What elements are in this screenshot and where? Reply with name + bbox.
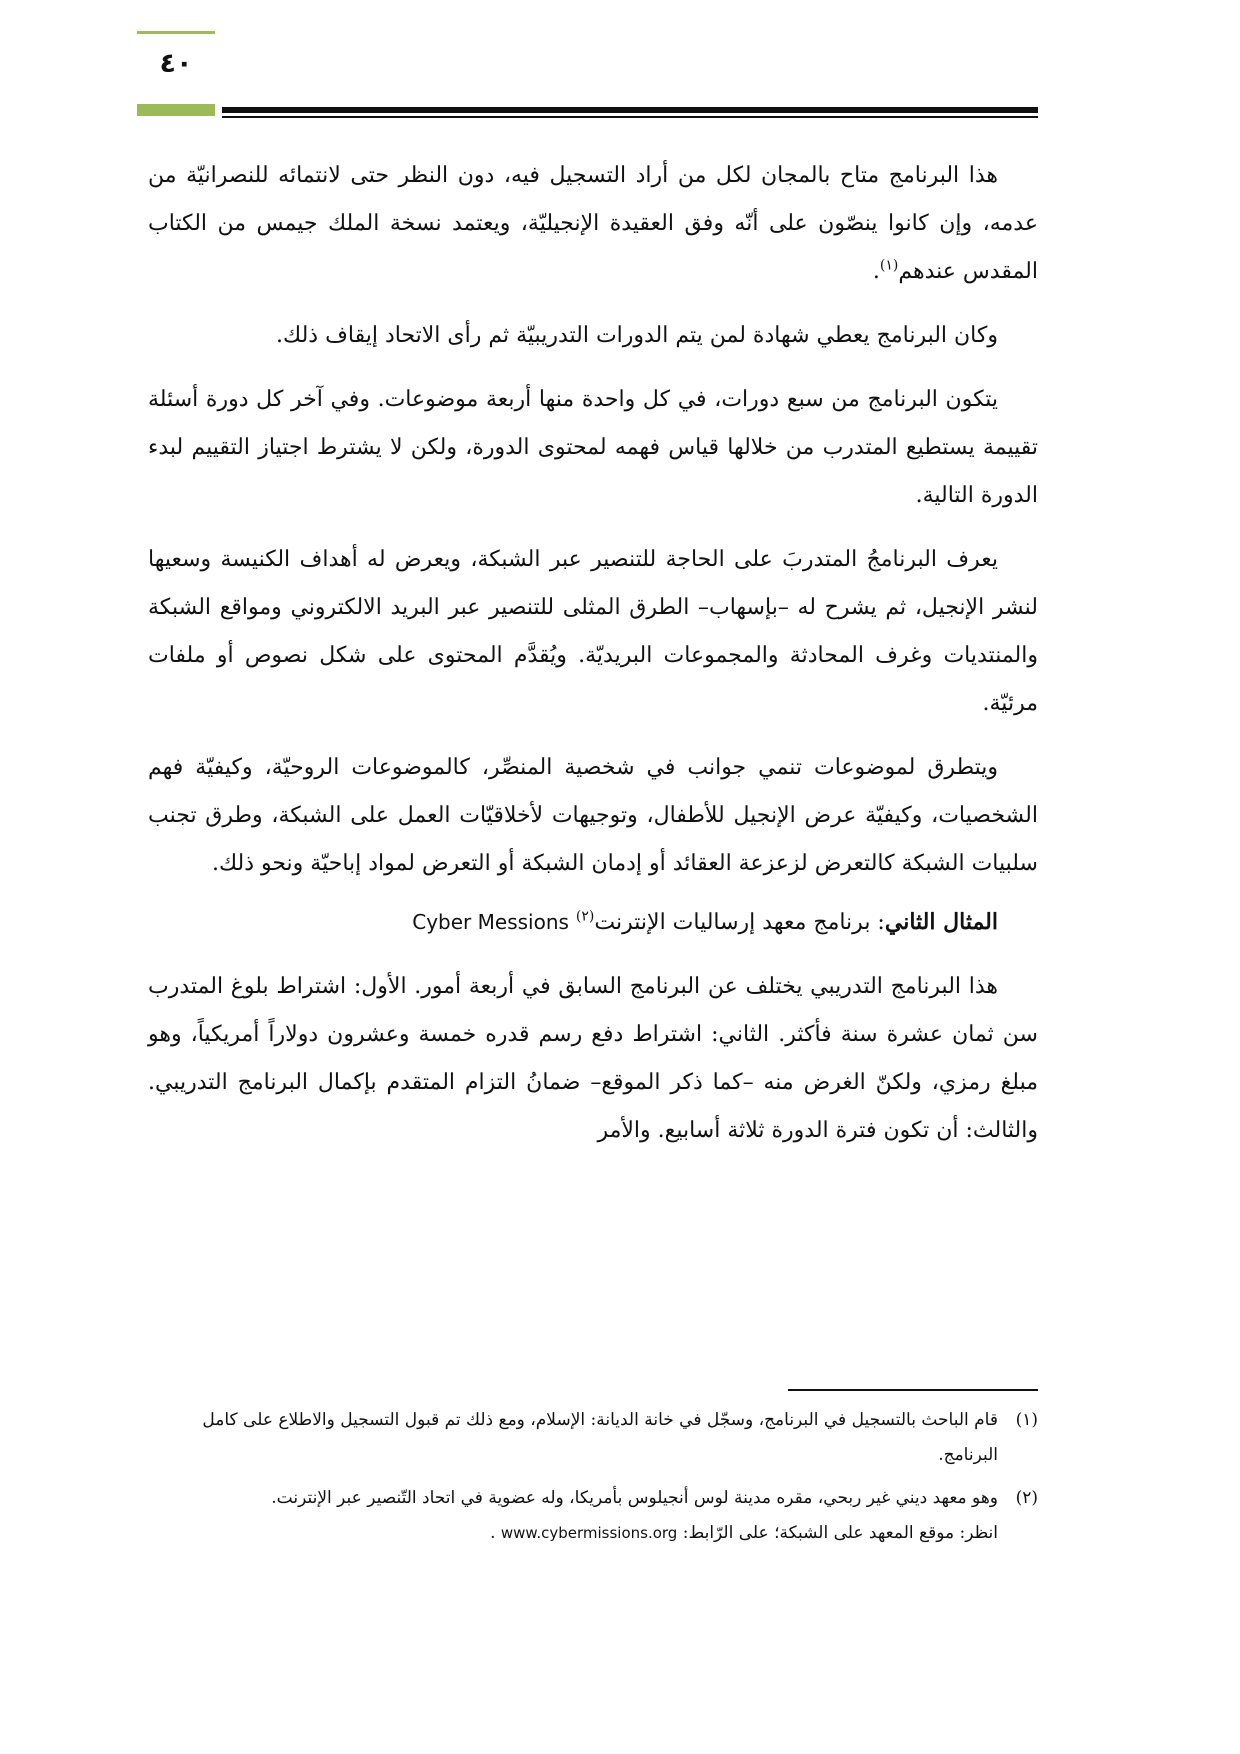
body-text [148, 152, 1038, 1171]
section-heading [148, 898, 1038, 947]
footnote-2-end: . [490, 1523, 496, 1543]
page-number: ٤٠ [159, 48, 193, 79]
footnote-2-ref-text: انظر: موقع المعهد على الشبكة؛ على الرّابط: [682, 1523, 998, 1543]
paragraph-6: هذا البرنامج التدريبي يختلف عن البرنامج السابق في أربعة أمور. الأول: اشتراط بلوغ المتدرب سن ثمان عشرة سنة فأكثر. الثاني: اشتراط دفع رسم قدره خمسة وعشرون دولاراً أمريكياً، وهو مبلغ رمزي، ولكنّ الغرض منه –كما ذكر الموقع– ضمانُ التزام المتقدم بإكمال البرنامج التدريبي. والثالث: أن تكون فترة الدورة ثلاثة أسابيع. والأمر [148, 974, 1038, 1143]
heading-latin: Cyber Messions [412, 910, 569, 934]
paragraph-5: ويتطرق لموضوعات تنمي جوانب في شخصية المنصِّر، كالموضوعات الروحيّة، وكيفيّة فهم الشخصيات، وكيفيّة عرض الإنجيل للأطفال، وتوجيهات لأخلاقيّات العمل على الشبكة، وطرق تجنب سلبيات الشبكة كالتعرض لزعزعة العقائد أو إدمان الشبكة أو التعرض لمواد إباحيّة ونحو ذلك. [148, 755, 1038, 876]
footnote-1-text: قام الباحث بالتسجيل في البرنامج، وسجّل في خانة الديانة: الإسلام، ومع ذلك تم قبول التسجيل والاطلاع على كامل البرنامج. [202, 1410, 998, 1465]
footnote-1-number: (١) [1015, 1410, 1038, 1430]
header-rule-thin [222, 116, 1038, 118]
paragraph-1 [148, 152, 1038, 296]
footnote-2-text: وهو معهد ديني غير ربحي، مقره مدينة لوس أنجيلوس بأمريكا، وله عضوية في اتحاد التّنصير عبر الإنترنت. [271, 1488, 998, 1508]
footnote-2-number: (٢) [1015, 1488, 1038, 1508]
paragraph-1-end: . [872, 259, 880, 284]
paragraph-3: يتكون البرنامج من سبع دورات، في كل واحدة منها أربعة موضوعات. وفي آخر كل دورة أسئلة تقييمة يستطيع المتدرب من خلالها قياس فهمه لمحتوى الدورة، ولكن لا يشترط اجتياز التقييم لبدء الدورة التالية. [148, 387, 1038, 508]
paragraph-2: وكان البرنامج يعطي شهادة لمن يتم الدورات التدريبيّة ثم رأى الاتحاد إيقاف ذلك. [276, 323, 998, 348]
header-accent-bar [137, 31, 215, 34]
footnote-2 [148, 1481, 1038, 1516]
heading-label: المثال الثاني [884, 909, 998, 935]
footnote-ref-2[interactable]: (٢) [575, 908, 595, 925]
footnote-ref-1[interactable]: (١) [879, 257, 899, 274]
header-rule-thick [222, 107, 1038, 113]
paragraph-1-text: هذا البرنامج متاح بالمجان لكل من أراد التسجيل فيه، دون النظر حتى لانتمائه للنصرانيّة من عدمه، وإن كانوا ينصّون على أنّه وفق العقيدة الإنجيليّة، ويعتمد نسخة الملك جيمس من الكتاب المقدس عندهم [148, 163, 1038, 284]
footnotes [148, 1403, 1038, 1551]
footnote-2-url[interactable]: www.cybermissions.org [500, 1524, 678, 1542]
footnote-2-reference [148, 1516, 1038, 1551]
footnote-separator [788, 1389, 1038, 1391]
heading-text: : برنامج معهد إرساليات الإنترنت [594, 910, 885, 935]
header-accent-block [137, 104, 215, 116]
footnote-1 [148, 1403, 1038, 1473]
paragraph-4: يعرف البرنامجُ المتدربَ على الحاجة للتنصير عبر الشبكة، ويعرض له أهداف الكنيسة وسعيها لنشر الإنجيل، ثم يشرح له –بإسهاب– الطرق المثلى للتنصير عبر البريد الالكتروني ومواقع الشبكة والمنتديات وغرف المحادثة والمجموعات البريديّة. ويُقدَّم المحتوى على شكل نصوص أو ملفات مرئيّة. [148, 547, 1038, 716]
